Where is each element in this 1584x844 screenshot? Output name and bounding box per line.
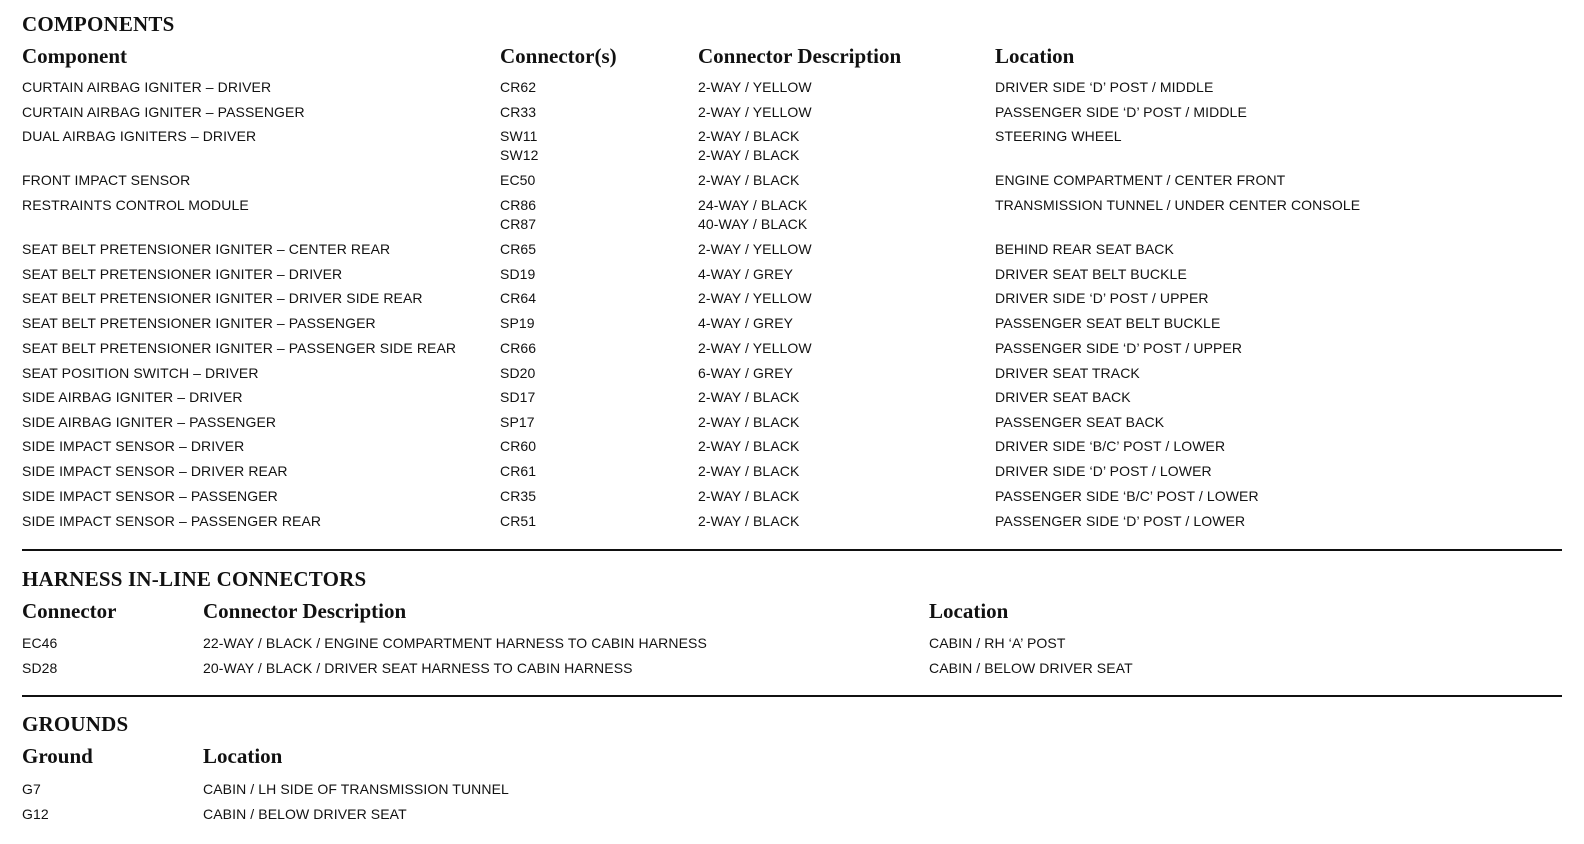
component-location: DRIVER SIDE ‘D’ POST / MIDDLE <box>995 79 1214 95</box>
connector-description: 2-WAY / BLACK <box>698 488 800 504</box>
connector-description: 6-WAY / GREY <box>698 365 794 381</box>
connector-description: 24-WAY / BLACK <box>698 197 808 213</box>
ground-code: G7 <box>22 781 41 797</box>
component-location: DRIVER SIDE ‘D’ POST / LOWER <box>995 463 1212 479</box>
connector-code: SD17 <box>500 389 536 405</box>
components-header-component: Component <box>22 44 128 68</box>
grounds-section-title: GROUNDS <box>22 712 129 736</box>
connector-description: 2-WAY / YELLOW <box>698 340 812 356</box>
component-name: CURTAIN AIRBAG IGNITER – DRIVER <box>22 79 272 95</box>
ground-location: CABIN / BELOW DRIVER SEAT <box>203 806 407 822</box>
component-location: PASSENGER SIDE ‘D’ POST / LOWER <box>995 513 1246 529</box>
component-location: PASSENGER SIDE ‘B/C’ POST / LOWER <box>995 488 1259 504</box>
harness-connector-location: CABIN / BELOW DRIVER SEAT <box>929 660 1133 676</box>
connector-code: CR51 <box>500 513 537 529</box>
connector-description: 4-WAY / GREY <box>698 315 794 331</box>
harness-header-description: Connector Description <box>203 599 407 623</box>
component-name: SEAT BELT PRETENSIONER IGNITER – CENTER REAR <box>22 241 391 257</box>
grounds-header-location: Location <box>203 744 283 768</box>
component-name: SIDE AIRBAG IGNITER – PASSENGER <box>22 414 277 430</box>
connector-description: 2-WAY / BLACK <box>698 414 800 430</box>
component-name: SIDE IMPACT SENSOR – PASSENGER REAR <box>22 513 322 529</box>
component-name: SIDE IMPACT SENSOR – DRIVER <box>22 438 245 454</box>
component-location: ENGINE COMPARTMENT / CENTER FRONT <box>995 172 1286 188</box>
connector-code: CR62 <box>500 79 537 95</box>
connector-code: SP19 <box>500 315 535 331</box>
component-name: DUAL AIRBAG IGNITERS – DRIVER <box>22 128 257 144</box>
harness-connector-location: CABIN / RH ‘A’ POST <box>929 635 1066 651</box>
grounds-header-ground: Ground <box>22 744 93 768</box>
section-divider <box>22 695 1562 697</box>
connector-description: 2-WAY / YELLOW <box>698 104 812 120</box>
components-header-description: Connector Description <box>698 44 902 68</box>
component-name: SEAT POSITION SWITCH – DRIVER <box>22 365 259 381</box>
connector-description: 2-WAY / YELLOW <box>698 79 812 95</box>
component-location: STEERING WHEEL <box>995 128 1122 144</box>
connector-description: 4-WAY / GREY <box>698 266 794 282</box>
connector-code: SD19 <box>500 266 536 282</box>
ground-location: CABIN / LH SIDE OF TRANSMISSION TUNNEL <box>203 781 509 797</box>
connector-code: CR64 <box>500 290 537 306</box>
harness-connector-description: 20-WAY / BLACK / DRIVER SEAT HARNESS TO CABIN HARNESS <box>203 660 633 676</box>
component-name: FRONT IMPACT SENSOR <box>22 172 191 188</box>
harness-header-connector: Connector <box>22 599 117 623</box>
connector-description: 2-WAY / YELLOW <box>698 241 812 257</box>
component-name: SIDE IMPACT SENSOR – DRIVER REAR <box>22 463 288 479</box>
component-location: PASSENGER SEAT BELT BUCKLE <box>995 315 1221 331</box>
component-location: PASSENGER SEAT BACK <box>995 414 1165 430</box>
connector-description: 2-WAY / BLACK <box>698 147 800 163</box>
component-location: BEHIND REAR SEAT BACK <box>995 241 1174 257</box>
connector-code: CR35 <box>500 488 537 504</box>
connector-description: 2-WAY / BLACK <box>698 172 800 188</box>
connector-description: 2-WAY / BLACK <box>698 513 800 529</box>
component-location: DRIVER SEAT BACK <box>995 389 1131 405</box>
connector-code: CR87 <box>500 216 537 232</box>
connector-code: SD20 <box>500 365 536 381</box>
connector-code: CR33 <box>500 104 537 120</box>
harness-section-title: HARNESS IN-LINE CONNECTORS <box>22 567 367 591</box>
harness-connector-description: 22-WAY / BLACK / ENGINE COMPARTMENT HARNESS TO CABIN HARNESS <box>203 635 707 651</box>
connector-code: CR60 <box>500 438 537 454</box>
component-name: SIDE IMPACT SENSOR – PASSENGER <box>22 488 278 504</box>
component-location: DRIVER SIDE ‘B/C’ POST / LOWER <box>995 438 1226 454</box>
component-name: SIDE AIRBAG IGNITER – DRIVER <box>22 389 243 405</box>
connector-description: 2-WAY / YELLOW <box>698 290 812 306</box>
components-section-title: COMPONENTS <box>22 12 175 36</box>
component-location: DRIVER SEAT BELT BUCKLE <box>995 266 1187 282</box>
connector-code: EC50 <box>500 172 536 188</box>
section-divider <box>22 549 1562 551</box>
connector-code: SP17 <box>500 414 535 430</box>
components-header-location: Location <box>995 44 1075 68</box>
component-name: CURTAIN AIRBAG IGNITER – PASSENGER <box>22 104 305 120</box>
component-location: PASSENGER SIDE ‘D’ POST / UPPER <box>995 340 1243 356</box>
connector-description: 2-WAY / BLACK <box>698 389 800 405</box>
connector-description: 2-WAY / BLACK <box>698 128 800 144</box>
component-location: DRIVER SIDE ‘D’ POST / UPPER <box>995 290 1209 306</box>
components-header-connectors: Connector(s) <box>500 44 617 68</box>
component-location: TRANSMISSION TUNNEL / UNDER CENTER CONSOLE <box>995 197 1361 213</box>
component-name: SEAT BELT PRETENSIONER IGNITER – PASSENGER SIDE REAR <box>22 340 457 356</box>
connector-code: CR65 <box>500 241 537 257</box>
connector-description: 2-WAY / BLACK <box>698 438 800 454</box>
harness-header-location: Location <box>929 599 1009 623</box>
ground-code: G12 <box>22 806 49 822</box>
connector-description: 40-WAY / BLACK <box>698 216 808 232</box>
component-name: SEAT BELT PRETENSIONER IGNITER – DRIVER SIDE REAR <box>22 290 423 306</box>
harness-connector-code: SD28 <box>22 660 58 676</box>
connector-code: CR66 <box>500 340 537 356</box>
component-location: DRIVER SEAT TRACK <box>995 365 1140 381</box>
connector-description: 2-WAY / BLACK <box>698 463 800 479</box>
harness-connector-code: EC46 <box>22 635 58 651</box>
connector-code: CR61 <box>500 463 537 479</box>
connector-code: SW12 <box>500 147 539 163</box>
component-name: SEAT BELT PRETENSIONER IGNITER – DRIVER <box>22 266 343 282</box>
component-location: PASSENGER SIDE ‘D’ POST / MIDDLE <box>995 104 1247 120</box>
component-name: SEAT BELT PRETENSIONER IGNITER – PASSENGER <box>22 315 376 331</box>
component-name: RESTRAINTS CONTROL MODULE <box>22 197 249 213</box>
connector-code: SW11 <box>500 128 538 144</box>
connector-code: CR86 <box>500 197 537 213</box>
